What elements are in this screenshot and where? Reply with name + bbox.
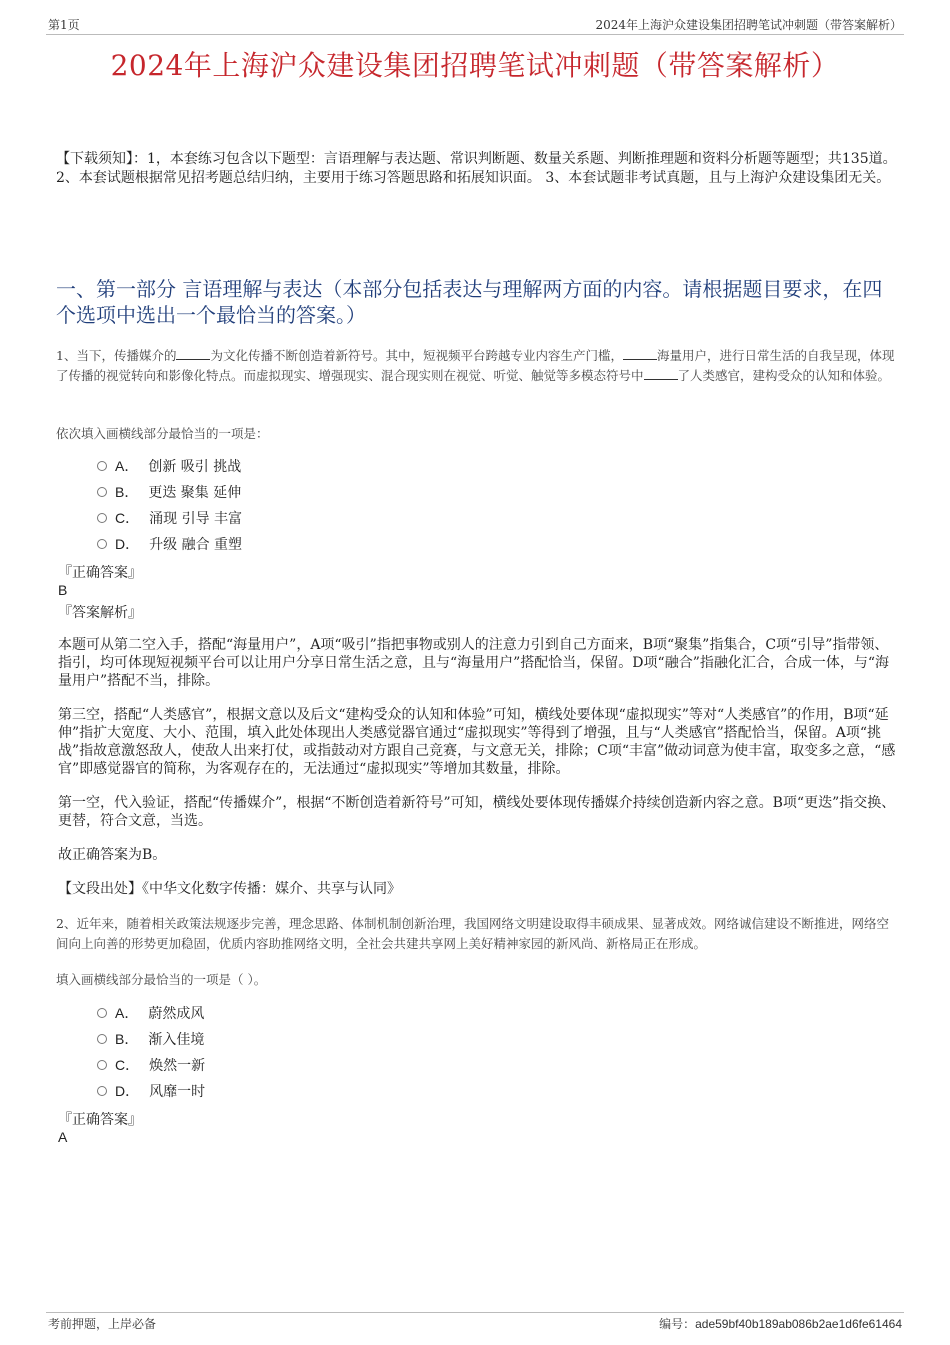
answer-label: 『正确答案』: [58, 565, 142, 581]
option-text: 涌现 引导 丰富: [149, 511, 243, 527]
option-text: 渐入佳境: [148, 1032, 205, 1048]
question-1-prompt: 依次填入画横线部分最恰当的一项是：: [56, 426, 269, 441]
question-2-option-a[interactable]: [97, 1003, 204, 1023]
option-letter: C．: [115, 1057, 140, 1073]
footer-slogan: 考前押题，上岸必备: [48, 1317, 157, 1331]
radio-icon[interactable]: [97, 513, 107, 523]
question-1-part-1: 1、当下，传播媒介的: [56, 348, 177, 363]
question-2-prompt: 填入画横线部分最恰当的一项是（ ）。: [56, 972, 267, 987]
radio-icon[interactable]: [97, 1086, 107, 1096]
analysis-label: 『答案解析』: [58, 605, 142, 621]
radio-icon[interactable]: [97, 1034, 107, 1044]
radio-icon[interactable]: [97, 1060, 107, 1070]
radio-icon[interactable]: [97, 1008, 107, 1018]
radio-icon[interactable]: [97, 487, 107, 497]
option-text: 焕然一新: [149, 1058, 206, 1074]
question-1-part-4: 了人类感官，建构受众的认知和体验。: [677, 368, 891, 383]
option-letter: D．: [115, 536, 140, 552]
option-letter: A．: [115, 1005, 139, 1021]
answer-value: A: [58, 1129, 68, 1145]
question-1-option-b[interactable]: [97, 482, 241, 502]
question-1-text: [56, 346, 901, 386]
option-text: 蔚然成风: [148, 1006, 205, 1022]
option-letter: C．: [115, 510, 140, 526]
code-value: ade59bf40b189ab086b2ae1d6fe61464: [695, 1317, 902, 1331]
question-1-option-d[interactable]: [97, 534, 242, 554]
code-label: 编号：: [659, 1317, 696, 1331]
question-2-option-b[interactable]: [97, 1029, 204, 1049]
page-header: [46, 14, 904, 35]
page-footer: [46, 1312, 904, 1333]
analysis-paragraph: 第三空，搭配“人类感官”，根据文意以及后文“建构受众的认知和体验”可知，横线处要体现“虚拟现实”等对“人类感官”的作用，B项“延伸”指扩大宽度、大小、范围，填入此处体现出人类感觉器官通过“虚拟现实”等得到了增强，且与“人类感官”搭配恰当，保留。A项“挑战”指故意激怒敌人，使敌人出来打仗，或指鼓动对方跟自己竞赛，与文意无关，排除；C项“丰富”做动词意为使丰富，取变多之意，“感官”即感觉器官的简称，为客观存在的，无法通过“虚拟现实”等增加其数量，排除。: [58, 707, 896, 777]
question-2-option-c[interactable]: [97, 1055, 205, 1075]
option-text: 风靡一时: [149, 1084, 206, 1100]
header-doc-title: 2024年上海沪众建设集团招聘笔试冲刺题（带答案解析）: [595, 18, 902, 32]
question-2-option-d[interactable]: [97, 1081, 205, 1101]
option-text: 更迭 聚集 延伸: [148, 485, 242, 501]
option-letter: B．: [115, 1031, 139, 1047]
radio-icon[interactable]: [97, 461, 107, 471]
document-title: 2024年上海沪众建设集团招聘笔试冲刺题（带答案解析）: [110, 49, 840, 82]
question-2-text: 2、近年来，随着相关政策法规逐步完善，理念思路、体制机制创新治理，我国网络文明建设取得丰硕成果、显著成效。网络诚信建设不断推进，网络空间向上向善的形势更加稳固，优质内容助推网络文明，全社会共建共享网上美好精神家园的新风尚、新格局正在形成。: [56, 916, 889, 951]
option-text: 创新 吸引 挑战: [148, 459, 242, 475]
analysis-paragraph: 第一空，代入验证，搭配“传播媒介”，根据“不断创造着新符号”可知，横线处要体现传播媒介持续创造新内容之意。B项“更迭”指交换、更替，符合文意，当选。: [58, 795, 896, 829]
question-1-part-3: 海量用户，进行日常生活的自我呈现，体现了传播的视觉转向和影像化特点。而虚拟现实、增强现实、混合现实则在视觉、听觉、触觉等多模态符号中: [56, 348, 895, 383]
download-notice: 【下载须知】：1，本套练习包含以下题型：言语理解与表达题、常识判断题、数量关系题、判断推理题和资料分析题等题型；共135道。 2、本套试题根据常见招考题总结归纳，主要用于练习答题思路和拓展知识面。 3、本套试题非考试真题，且与上海沪众建设集团无关。: [56, 151, 897, 186]
question-1-part-2: 为文化传播不断创造着新符号。其中，短视频平台跨越专业内容生产门槛，: [210, 348, 623, 363]
footer-code: [659, 1315, 902, 1332]
fill-blank: [644, 367, 678, 380]
question-1-option-c[interactable]: [97, 508, 242, 528]
radio-icon[interactable]: [97, 539, 107, 549]
analysis-paragraph: 本题可从第二空入手，搭配“海量用户”，A项“吸引”指把事物或别人的注意力引到自己方面来，B项“聚集”指集合，C项“引导”指带领、指引，均可体现短视频平台可以让用户分享日常生活之意，且与“海量用户”搭配恰当，保留。D项“融合”指融化汇合，合成一体，与“海量用户”搭配不当，排除。: [58, 637, 890, 689]
answer-label: 『正确答案』: [58, 1112, 142, 1128]
fill-blank: [623, 347, 657, 360]
page-number: 第1页: [48, 18, 80, 32]
fill-blank: [176, 347, 210, 360]
option-text: 升级 融合 重塑: [149, 537, 243, 553]
option-letter: D．: [115, 1083, 140, 1099]
question-1-option-a[interactable]: [97, 456, 241, 476]
answer-value: B: [58, 582, 68, 598]
section-heading: 一、第一部分 言语理解与表达（本部分包括表达与理解两方面的内容。请根据题目要求，在四个选项中选出一个最恰当的答案。）: [56, 277, 883, 327]
analysis-conclusion: 故正确答案为B。: [58, 847, 167, 863]
option-letter: B．: [115, 484, 139, 500]
source-citation: 【文段出处】《中华文化数字传播：媒介、共享与认同》: [58, 881, 401, 897]
option-letter: A．: [115, 458, 139, 474]
